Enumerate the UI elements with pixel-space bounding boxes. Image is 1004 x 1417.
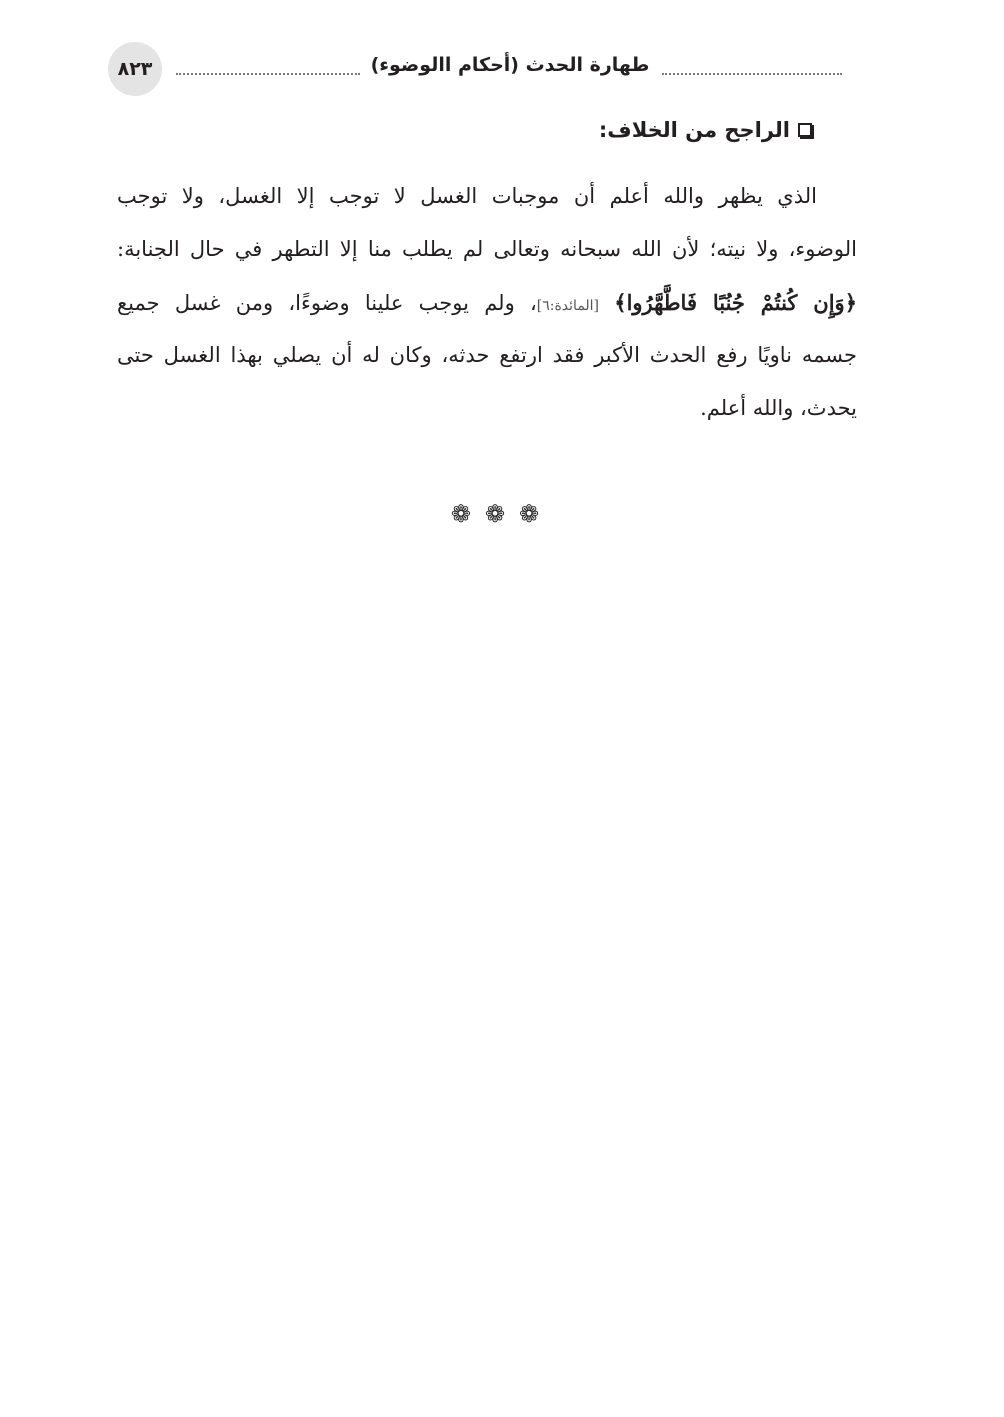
section-heading xyxy=(599,118,812,142)
verse-citation: [المائدة:٦] xyxy=(536,298,600,314)
page-header xyxy=(108,42,844,98)
paragraph-line-1: الذي يظهر والله أعلم أن موجبات الغسل لا توجب إلا الغسل، ولا توجب xyxy=(117,184,817,208)
body-paragraph xyxy=(117,170,857,435)
page-number-badge xyxy=(108,42,162,96)
header-dotted-rule-right xyxy=(662,73,842,75)
paragraph-line-3-text: ، ولم يوجب علينا وضوءًا، ومن غسل جميع xyxy=(117,291,537,315)
checkbox-square-icon xyxy=(798,123,812,137)
paragraph-line-4: جسمه ناويًا رفع الحدث الأكبر فقد ارتفع حدثه، وكان له أن يصلي بهذا الغسل حتى xyxy=(117,343,857,367)
section-separator-flowers: ❁❁❁ xyxy=(450,500,554,528)
section-heading-text: الراجح من الخلاف: xyxy=(598,118,790,142)
page-number: ٨٢٣ xyxy=(117,58,153,80)
paragraph-line-2: الوضوء، ولا نيته؛ لأن الله سبحانه وتعالى لم يطلب منا إلا التطهر في حال الجنابة: xyxy=(117,237,857,261)
header-dotted-rule-left xyxy=(176,73,360,75)
paragraph-line-3 xyxy=(117,276,857,329)
quran-verse: ﴿وَإِن كُنتُمْ جُنُبًا فَاطَّهَّرُوا﴾ xyxy=(614,290,857,315)
paragraph-line-5: يحدث، والله أعلم. xyxy=(700,396,857,420)
running-title: طهارة الحدث (أحكام االوضوء) xyxy=(370,54,650,76)
